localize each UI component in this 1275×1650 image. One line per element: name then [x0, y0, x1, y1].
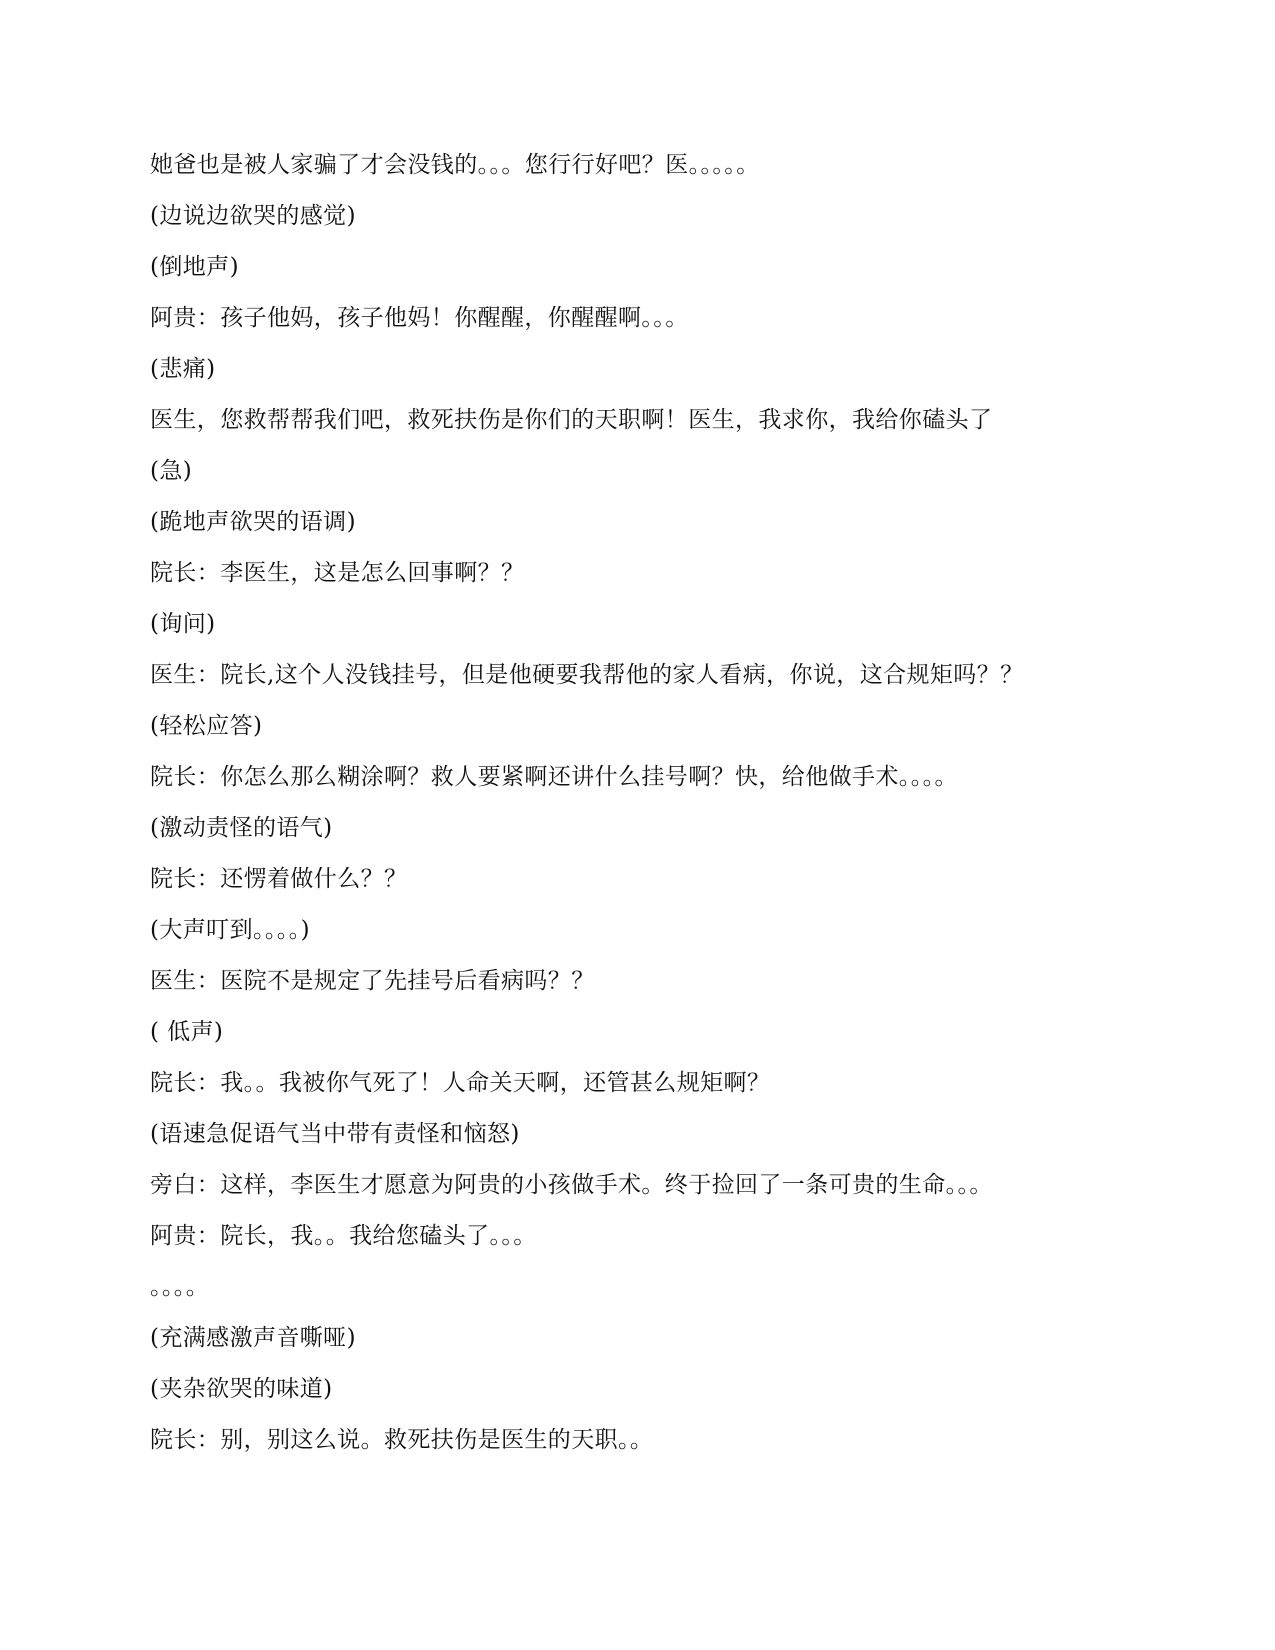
stage-direction: (充满感激声音嘶哑) — [150, 1325, 356, 1351]
stage-direction: (语速急促语气当中带有责怪和恼怒) — [150, 1121, 520, 1147]
narration-line: 旁白：这样，李医生才愿意为阿贵的小孩做手术。终于捡回了一条可贵的生命。。。 — [150, 1172, 993, 1198]
dialogue-line: 院长：还愣着做什么？？ — [150, 866, 408, 892]
stage-direction: (边说边欲哭的感觉) — [150, 203, 356, 229]
stage-direction: (跪地声欲哭的语调) — [150, 509, 356, 535]
stage-direction: (倒地声) — [150, 254, 239, 280]
stage-direction: (激动责怪的语气) — [150, 815, 333, 841]
stage-direction: (急) — [150, 458, 193, 484]
dialogue-line: 医生：院长,这个人没钱挂号，但是他硬要我帮他的家人看病，你说，这合规矩吗？？ — [150, 662, 1024, 688]
dialogue-line: 医生，您救帮帮我们吧，救死扶伤是你们的天职啊！医生，我求你，我给你磕头了 — [150, 407, 993, 433]
dialogue-line: 院长：你怎么那么糊涂啊？救人要紧啊还讲什么挂号啊？快，给他做手术。。。。 — [150, 764, 958, 790]
dialogue-line: 阿贵：院长，我。。我给您磕头了。。。 — [150, 1223, 537, 1249]
dialogue-line: 院长：李医生，这是怎么回事啊？？ — [150, 560, 525, 586]
stage-direction: (夹杂欲哭的味道) — [150, 1376, 333, 1402]
dialogue-line: 院长：我。。我被你气死了！人命关天啊，还管甚么规矩啊？ — [150, 1070, 771, 1096]
document-body — [150, 140, 1150, 1466]
stage-direction: ( 低声) — [150, 1019, 224, 1045]
dialogue-line: 院长：别，别这么说。救死扶伤是医生的天职。。 — [150, 1427, 654, 1453]
text-line: 她爸也是被人家骗了才会没钱的。。。您行行好吧？医。。。。。 — [150, 152, 760, 178]
text-line: 。。。。 — [150, 1274, 210, 1300]
dialogue-line: 阿贵：孩子他妈，孩子他妈！你醒醒，你醒醒啊。。。 — [150, 305, 689, 331]
stage-direction: (询问) — [150, 611, 216, 637]
stage-direction: (轻松应答) — [150, 713, 263, 739]
dialogue-line: 医生：医院不是规定了先挂号后看病吗？？ — [150, 968, 595, 994]
stage-direction: (悲痛) — [150, 356, 216, 382]
stage-direction: (大声叮到。。。。) — [150, 917, 310, 943]
